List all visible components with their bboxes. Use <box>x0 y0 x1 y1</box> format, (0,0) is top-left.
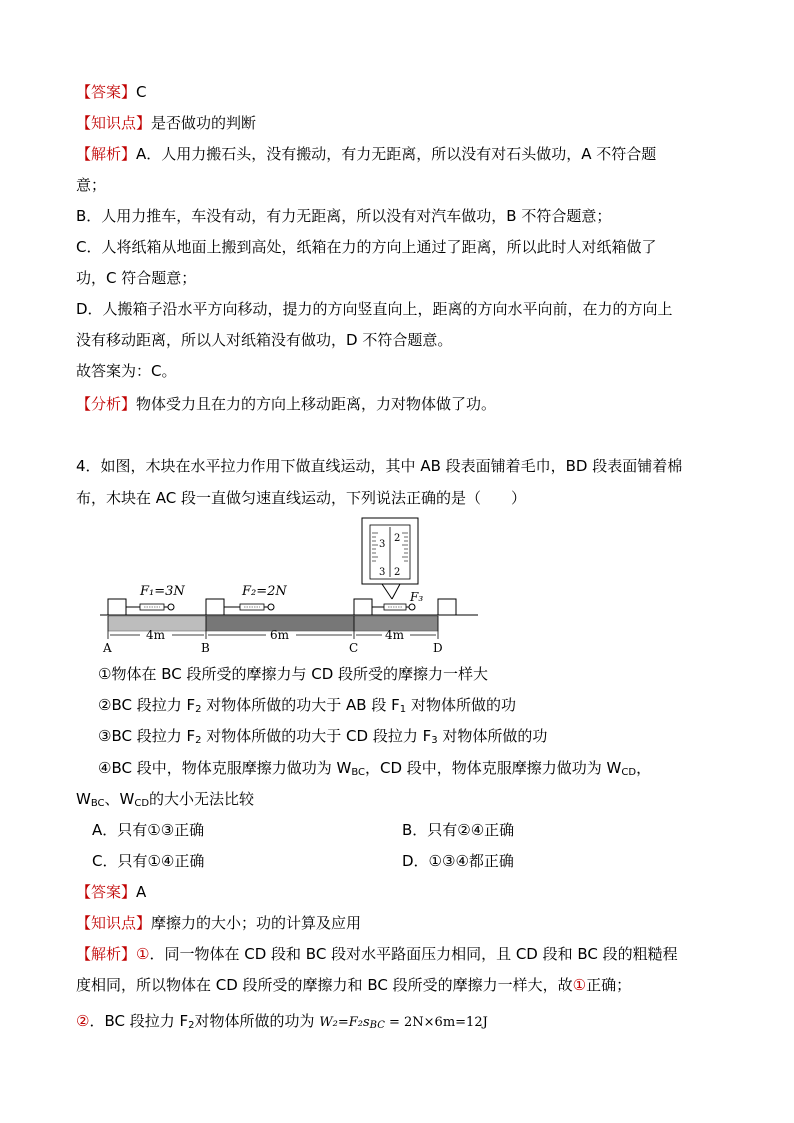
summary-text: 物体受力且在力的方向上移动距离，力对物体做了功。 <box>136 395 497 413</box>
subscript: CD <box>134 798 150 809</box>
knowledge-line <box>76 113 256 133</box>
statement-2-text: ②BC 段拉力 F <box>98 696 196 714</box>
analysis-text: ．同一物体在 CD 段和 BC 段对水平路面压力相同，且 CD 段和 BC 段的粗糙程 <box>149 945 678 963</box>
subscript: 1 <box>399 704 407 715</box>
gauge-top-label: 2 <box>394 533 401 544</box>
subscript: BC <box>369 1020 385 1031</box>
subscript: 2 <box>188 1020 195 1031</box>
analysis-text: A．人用力搬石头，没有搬动，有力无距离，所以没有对石头做功，A 不符合题 <box>136 145 657 163</box>
statement-4-text: ，CD 段中，物体克服摩擦力做功为 W <box>365 759 622 777</box>
analysis-text: 没有移动距离，所以人对纸箱没有做功，D 不符合题意。 <box>76 331 453 349</box>
analysis-line <box>76 1011 488 1033</box>
statement-2-text: 对物体所做的功 <box>410 696 516 714</box>
block-b <box>206 599 224 615</box>
answer-tag: 【答案】 <box>76 883 137 901</box>
point-b-label: B <box>201 641 210 655</box>
statement-2 <box>98 695 516 715</box>
segment-cd-length: 4m <box>385 628 405 642</box>
statement-3-text: 对物体所做的功 <box>442 727 548 745</box>
knowledge-tag: 【知识点】 <box>76 114 152 132</box>
statement-2-text: 对物体所做的功大于 AB 段 F <box>206 696 400 714</box>
knowledge-value: 摩擦力的大小；功的计算及应用 <box>151 914 362 932</box>
statement-4-text: 、W <box>104 790 135 808</box>
question-stem: 布，木块在 AC 段一直做匀速直线运动，下列说法正确的是（ ） <box>76 489 527 507</box>
analysis-text: C．人将纸箱从地面上搬到高处，纸箱在力的方向上通过了距离，所以此时人对纸箱做了 <box>76 238 657 256</box>
gauge-bottom-left-label: 3 <box>379 567 386 578</box>
answer-line <box>76 882 146 902</box>
summary-tag: 【分析】 <box>76 395 137 413</box>
circled-number: ① <box>572 976 587 994</box>
analysis-line <box>76 144 656 164</box>
force-1-label: F₁=3N <box>140 584 185 599</box>
subscript: BC <box>90 798 105 809</box>
analysis-text: 正确； <box>586 976 632 994</box>
analysis-tag: 【解析】 <box>76 945 137 963</box>
option-b[interactable]: B．只有②④正确 <box>402 821 515 839</box>
option-a[interactable]: A．只有①③正确 <box>92 821 205 839</box>
statement-3-text: 对物体所做的功大于 CD 段拉力 F <box>206 727 432 745</box>
options-row-2 <box>92 851 712 871</box>
analysis-text: B．人用力推车，车没有动，有力无距离，所以没有对汽车做功，B 不符合题意； <box>76 207 612 225</box>
conclusion-text: 故答案为：C。 <box>76 362 177 380</box>
gauge-callout <box>362 518 418 599</box>
spring-scale-3-icon <box>372 604 415 610</box>
analysis-text: D．人搬箱子沿水平方向移动，提力的方向竖直向上，距离的方向水平向前，在力的方向上 <box>76 300 673 318</box>
work-formula <box>319 1015 488 1030</box>
answer-tag: 【答案】 <box>76 83 137 101</box>
summary-line <box>76 394 496 414</box>
block-d <box>438 599 456 615</box>
analysis-line <box>76 944 678 964</box>
option-d[interactable]: D．①③④都正确 <box>402 852 514 870</box>
gauge-mid-label: 3 <box>379 539 386 550</box>
analysis-text: 功，C 符合题意； <box>76 269 197 287</box>
spring-scale-2-icon <box>224 604 274 610</box>
knowledge-tag: 【知识点】 <box>76 914 152 932</box>
segment-bc-length: 6m <box>270 628 290 642</box>
answer-value: A <box>136 883 147 901</box>
answer-value: C <box>136 83 147 101</box>
option-c[interactable]: C．只有①④正确 <box>92 852 205 870</box>
subscript: 3 <box>431 735 438 746</box>
block-c <box>354 599 372 615</box>
knowledge-value: 是否做功的判断 <box>151 114 257 132</box>
statement-3 <box>98 726 547 746</box>
point-c-label: C <box>349 641 359 655</box>
point-a-label: A <box>103 641 112 655</box>
subscript: CD <box>621 767 637 778</box>
analysis-line <box>76 975 631 995</box>
knowledge-line <box>76 913 361 933</box>
answer-line <box>76 82 147 102</box>
force-2-label: F₂=2N <box>242 584 287 599</box>
analysis-text: 意； <box>76 176 107 194</box>
statement-1: ①物体在 BC 段所受的摩擦力与 CD 段所受的摩擦力一样大 <box>98 665 489 683</box>
statement-4-text: ④BC 段中，物体克服摩擦力做功为 W <box>98 759 352 777</box>
statement-4 <box>98 758 651 778</box>
analysis-tag: 【解析】 <box>76 145 137 163</box>
subscript: 2 <box>195 704 202 715</box>
force-3-label: F₃ <box>410 590 424 604</box>
statement-3-text: ③BC 段拉力 F <box>98 727 196 745</box>
statement-4-cont <box>76 789 254 809</box>
friction-diagram <box>100 515 480 657</box>
analysis-text: 度相同，所以物体在 CD 段所受的摩擦力和 BC 段所受的摩擦力一样大，故 <box>76 976 573 994</box>
options-row-1 <box>92 820 712 840</box>
statement-4-text: 的大小无法比较 <box>149 790 255 808</box>
point-d-label: D <box>433 641 443 655</box>
block-a <box>108 599 126 615</box>
question-stem: 4．如图，木块在水平拉力作用下做直线运动，其中 AB 段表面铺着毛巾，BD 段表面铺着棉 <box>76 457 683 475</box>
spring-scale-1-icon <box>126 604 174 610</box>
statement-4-text: W <box>76 790 91 808</box>
analysis-text: 对物体所做的功为 <box>194 1012 315 1030</box>
formula-text: = 2N×6m=12J <box>384 1015 488 1030</box>
analysis-text: ．BC 段拉力 F <box>89 1012 189 1030</box>
formula-text: W₂=F₂s <box>319 1015 370 1030</box>
circled-number: ① <box>136 945 150 963</box>
subscript: BC <box>351 767 365 778</box>
circled-number: ② <box>76 1012 90 1030</box>
statement-4-text: ， <box>636 759 652 777</box>
segment-ab-length: 4m <box>146 628 166 642</box>
subscript: 2 <box>195 735 202 746</box>
gauge-bottom-right-label: 2 <box>394 567 401 578</box>
